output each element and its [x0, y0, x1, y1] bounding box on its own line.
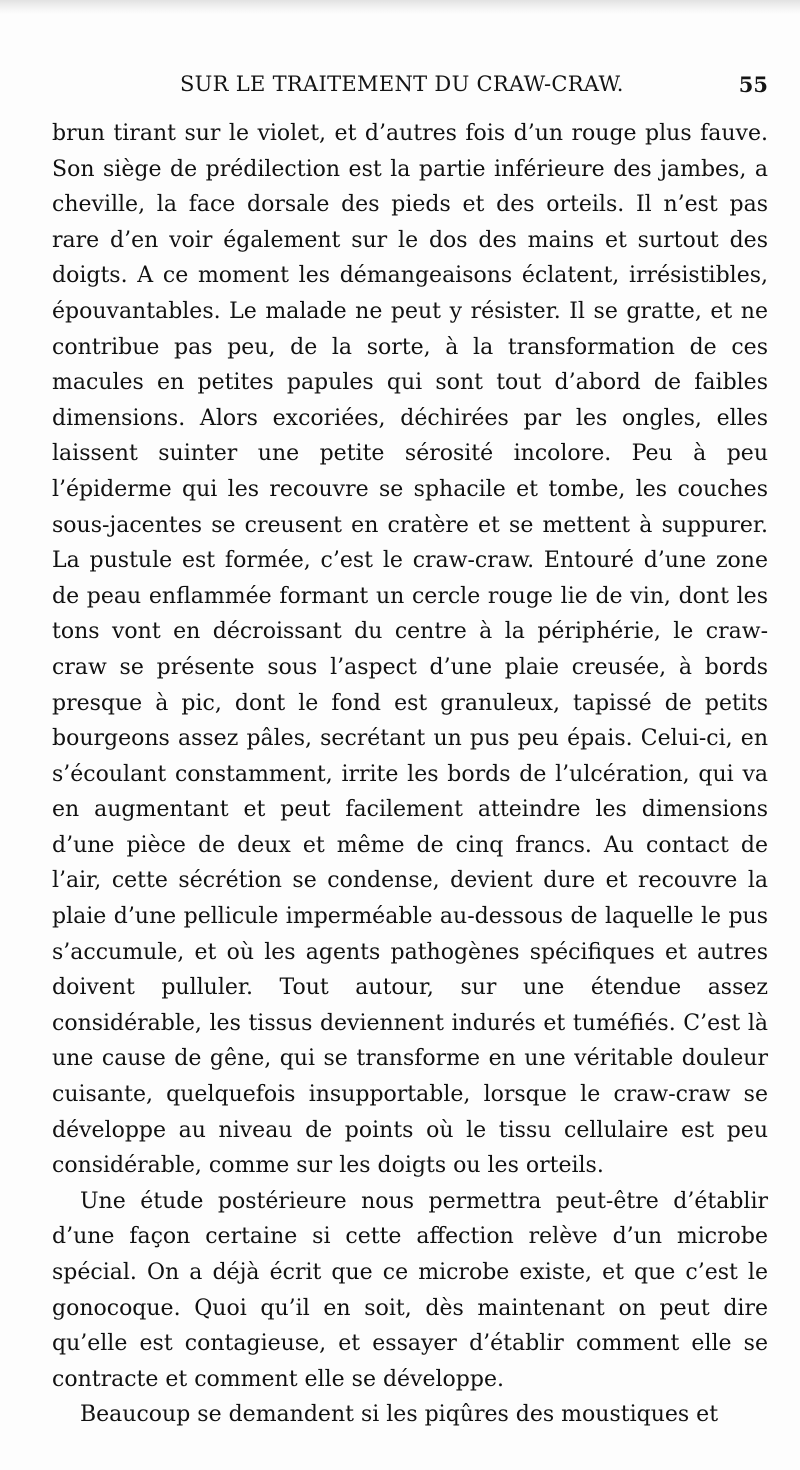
paragraph: brun tirant sur le violet, et d’autres fois d’un rouge plus fauve. Son siège de prédilection est la partie inférieure des jambes, a cheville, la face dorsale des pieds et des orteils. Il n’est pas rare d’en voir également sur le dos des mains et surtout des doigts. A ce moment les démangeaisons éclatent, irrésistibles, épouvantables. Le malade ne peut y résister. Il se gratte, et ne contribue pas peu, de la sorte, à la transformation de ces macules en petites papules qui sont tout d’abord de faibles dimensions. Alors excoriées, déchirées par les ongles, elles laissent suinter une petite sérosité incolore. Peu à peu l’épiderme qui les recouvre se sphacile et tombe, les couches sous-jacentes se creusent en cratère et se mettent à suppurer. La pustule est formée, c’est le craw-craw. Entouré d’une zone de peau enflammée formant un cercle rouge lie de vin, dont les tons vont en décroissant du centre à la périphérie, le craw-craw se présente sous l’aspect d’une plaie creusée, à bords presque à pic, dont le fond est granuleux, tapissé de petits bourgeons assez pâles, secrétant un pus peu épais. Celui-ci, en s’écoulant constamment, irrite les bords de l’ulcération, qui va en augmentant et peut facilement atteindre les dimensions d’une pièce de deux et même de cinq francs. Au contact de l’air, cette sécrétion se condense, devient dure et recouvre la plaie d’une pellicule imperméable au-dessous de laquelle le pus s’accumule, et où les agents pathogènes spécifiques et autres doivent pulluler. Tout autour, sur une étendue assez considérable, les tissus deviennent indurés et tuméfiés. C’est là une cause de gêne, qui se transforme en une véritable douleur cuisante, quelquefois insupportable, lorsque le craw-craw se développe au niveau de points où le tissu cellulaire est peu considérable, comme sur les doigts ou les orteils.	[52, 121, 768, 1179]
body-text	[52, 116, 768, 1433]
paragraph: Beaucoup se demandent si les piqûres des moustiques et	[80, 1402, 719, 1428]
paragraph: Une étude postérieure nous permettra peut-être d’établir d’une façon certaine si cette affection relève d’un microbe spécial. On a déjà écrit que ce microbe existe, et que c’est le gonocoque. Quoi qu’il en soit, dès maintenant on peut dire qu’elle est contagieuse, et essayer d’établir comment elle se contracte et comment elle se développe.	[52, 1188, 768, 1392]
page-number: 55	[738, 72, 768, 97]
running-title: SUR LE TRAITEMENT DU CRAW-CRAW.	[180, 72, 624, 96]
page-header	[52, 72, 768, 102]
scan-edge	[0, 0, 800, 14]
